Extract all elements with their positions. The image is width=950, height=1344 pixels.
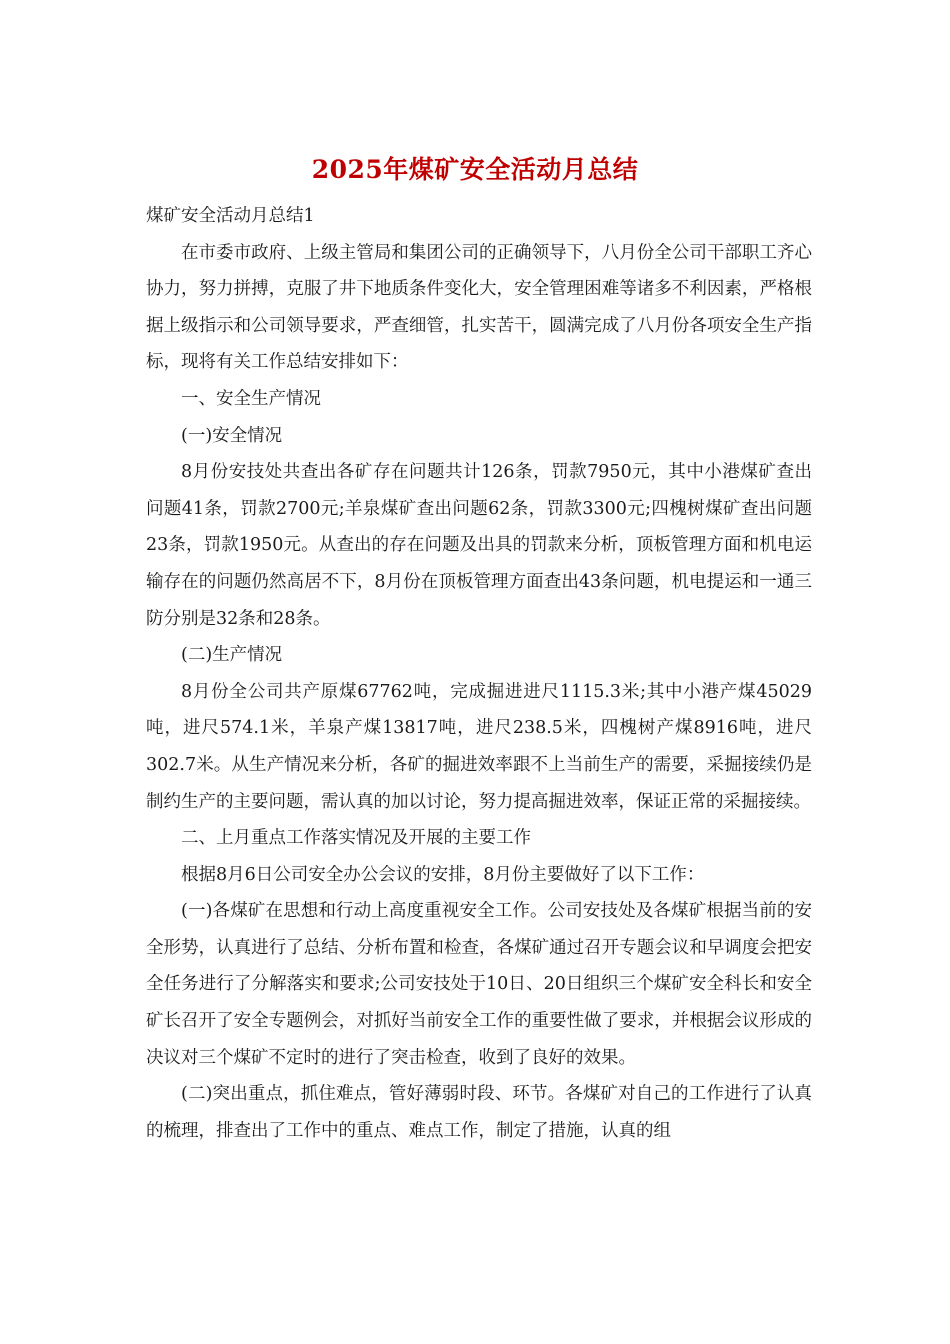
document-title: 2025年煤矿安全活动月总结 [311,155,639,184]
subsection-heading: (二)生产情况 [181,645,283,666]
body-paragraph: 在市委市政府、上级主管局和集团公司的正确领导下，八月份全公司干部职工齐心协力，努力拼搏，克服了井下地质条件变化大，安全管理困难等诸多不利因素，严格根据上级指示和公司领导要求，严查细管，扎实苦干，圆满完成了八月份各项安全生产指标，现将有关工作总结安排如下： [146,242,812,373]
body-paragraph: (一)各煤矿在思想和行动上高度重视安全工作。公司安技处及各煤矿根据当前的安全形势，认真进行了总结、分析布置和检查，各煤矿通过召开专题会议和早调度会把安全任务进行了分解落实和要求;公司安技处于10日、20日组织三个煤矿安全科长和安全矿长召开了安全专题例会，对抓好当前安全工作的重要性做了要求，并根据会议形成的决议对三个煤矿不定时的进行了突击检查，收到了良好的效果。 [146,901,812,1068]
document-body [146,198,812,1149]
body-paragraph: (二)突出重点，抓住难点，管好薄弱时段、环节。各煤矿对自己的工作进行了认真的梳理，排查出了工作中的重点、难点工作，制定了措施，认真的组 [146,1084,812,1141]
section-heading: 一、安全生产情况 [181,388,321,409]
body-paragraph: 8月份全公司共产原煤67762吨，完成掘进进尺1115.3米;其中小港产煤45029吨，进尺574.1米，羊泉产煤13817吨，进尺238.5米，四槐树产煤8916吨，进尺302.7米。从生产情况来分析，各矿的掘进效率跟不上当前生产的需要，采掘接续仍是制约生产的主要问题，需认真的加以讨论，努力提高掘进效率，保证正常的采掘接续。 [146,681,812,812]
body-paragraph: 根据8月6日公司安全办公会议的安排，8月份主要做好了以下工作： [181,864,705,885]
subsection-heading: (一)安全情况 [181,425,283,446]
section-heading: 二、上月重点工作落实情况及开展的主要工作 [181,828,531,849]
section-subtitle: 煤矿安全活动月总结1 [146,206,315,226]
body-paragraph: 8月份安技处共查出各矿存在问题共计126条，罚款7950元，其中小港煤矿查出问题41条，罚款2700元;羊泉煤矿查出问题62条，罚款3300元;四槐树煤矿查出问题23条，罚款1950元。从查出的存在问题及出具的罚款来分析，顶板管理方面和机电运输存在的问题仍然高居不下，8月份在顶板管理方面查出43条问题，机电提运和一通三防分别是32条和28条。 [146,462,812,629]
